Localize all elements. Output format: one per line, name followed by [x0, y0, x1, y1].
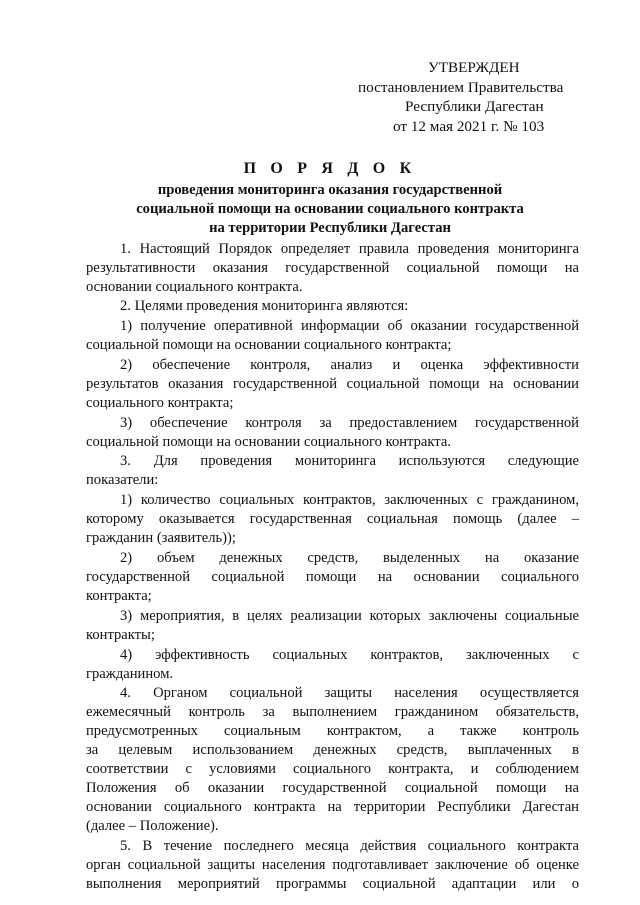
paragraph-line: выполнения мероприятий программы социальной адаптации или о [86, 876, 579, 892]
paragraph-line: 4. Органом социальной защиты населения осуществляется [120, 685, 579, 701]
paragraph-line: основании социального контракта. [86, 279, 303, 295]
paragraph-line: соответствии с условиями социального контракта, и соблюдением [86, 761, 579, 777]
paragraph-line: контракта; [86, 588, 152, 604]
approval-date: от 12 мая 2021 г. № 103 [393, 117, 545, 135]
paragraph-line: 3) обеспечение контроля за предоставлением государственной [120, 415, 579, 431]
paragraph-line: 1) получение оперативной информации об оказании государственной [120, 318, 579, 334]
paragraph-line: 4) эффективность социальных контрактов, заключенных с [120, 647, 579, 663]
paragraph-line: 2) обеспечение контроля, анализ и оценка эффективности [120, 357, 579, 373]
paragraph-line: Положения об оказании государственной социальной помощи на [86, 780, 579, 796]
paragraph-line: гражданин (заявитель)); [86, 530, 236, 546]
approval-authority: постановлением Правительства [358, 78, 564, 96]
paragraph-line: ежемесячный контроль за выполнением гражданином обязательств, [86, 704, 579, 720]
paragraph-line: 3) мероприятия, в целях реализации которых заключены социальные [120, 608, 579, 624]
paragraph-line: государственной социальной помощи на основании социального [86, 569, 579, 585]
paragraph-line: 3. Для проведения мониторинга используются следующие [120, 453, 579, 469]
paragraph-line: 2. Целями проведения мониторинга являются: [120, 298, 409, 314]
document-title [80, 158, 580, 237]
paragraph-line: основании социального контракта на территории Республики Дагестан [86, 799, 579, 815]
title-main: П О Р Я Д О К [243, 160, 417, 177]
title-subtitle-line: проведения мониторинга оказания государственной [157, 182, 503, 198]
approval-heading: УТВЕРЖДЕН [428, 59, 520, 76]
approval-region: Республики Дагестан [405, 98, 544, 116]
paragraph-line: (далее – Положение). [86, 818, 219, 834]
paragraph-line: которому оказывается государственная социальная помощь (далее – [86, 511, 579, 527]
paragraph-line: орган социальной защиты населения подготавливает заключение об оценке [86, 857, 579, 873]
paragraph-line: 1. Настоящий Порядок определяет правила проведения мониторинга [120, 241, 579, 257]
paragraph-line: результатов оказания государственной социальной помощи на основании [86, 376, 579, 392]
paragraph-line: результативности оказания государственной социальной помощи на [86, 260, 579, 276]
paragraph-line: контракты; [86, 627, 155, 643]
paragraph-line: гражданином. [86, 666, 174, 682]
paragraph-line: за целевым использованием денежных средств, выплаченных в [86, 742, 579, 758]
title-subtitle-line: на территории Республики Дагестан [209, 219, 451, 236]
paragraph-line: показатели: [86, 472, 159, 488]
paragraph-line: социального контракта; [86, 395, 234, 411]
paragraph-line: 5. В течение последнего месяца действия социального контракта [120, 838, 579, 854]
paragraph-line: социальной помощи на основании социального контракта; [86, 337, 452, 353]
paragraph-line: 2) объем денежных средств, выделенных на оказание [120, 550, 579, 566]
paragraph-line: предусмотренных социальным контрактом, а также контроль [86, 723, 579, 739]
approval-stamp [340, 58, 570, 136]
document-body [86, 240, 579, 894]
paragraph-line: социальной помощи на основании социального контракта. [86, 434, 451, 450]
title-subtitle-line: социальной помощи на основании социального контракта [136, 200, 524, 217]
paragraph-line: 1) количество социальных контрактов, заключенных с гражданином, [120, 492, 579, 508]
